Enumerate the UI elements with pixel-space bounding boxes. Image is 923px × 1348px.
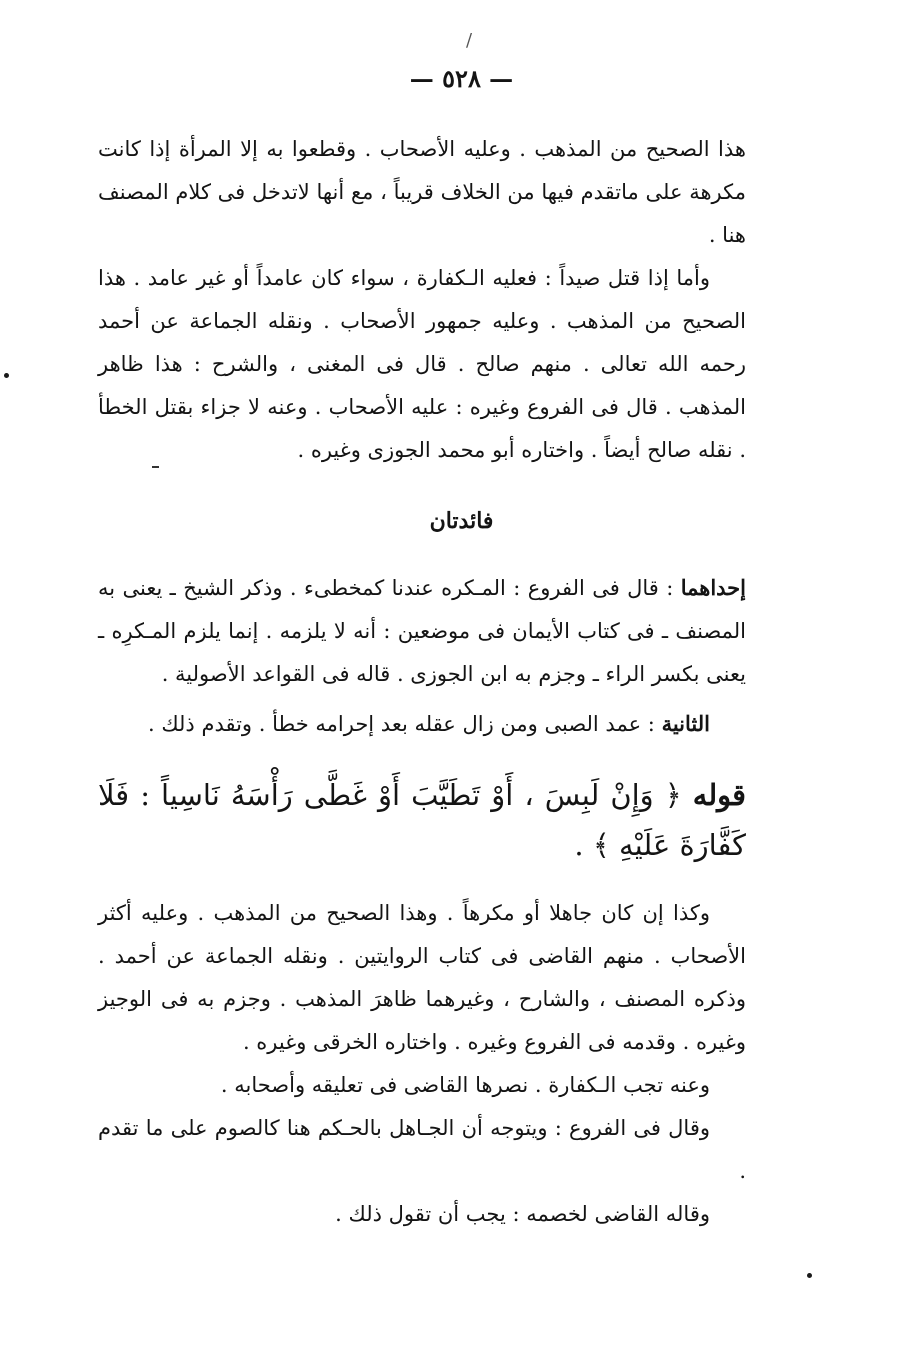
faida-first [98, 566, 746, 696]
paragraph-1: هذا الصحيح من المذهب . وعليه الأصحاب . وقطعوا به إلا المرأة إذا كانت مكرهة على ماتقدم فيها من الخلاف قريباً ، مع أنها لاتدخل فى كلام المصنف هنا . [98, 137, 746, 247]
stray-dash [152, 466, 159, 468]
margin-dot [4, 373, 9, 378]
paragraph-5: وقال فى الفروع : ويتوجه أن الجـاهل بالحـكم هنا كالصوم على ما تقدم . [98, 1116, 746, 1183]
quote-label: قوله [692, 778, 746, 812]
section-1 [98, 128, 746, 472]
paragraph-3: وكذا إن كان جاهلا أو مكرهاً . وهذا الصحيح من المذهب . وعليه أكثر الأصحاب . منهم القاضى فى كتاب الروايتين . ونقله الجماعة عن أحمد . وذكره المصنف ، والشارح ، وغيرهما ظاهرَ المذهب . وجزم به فى الوجيز وغيره . وقدمه فى الفروع وغيره . واختاره الخرقى وغيره . [98, 901, 746, 1054]
fawaid-list [98, 566, 746, 746]
faida-second [98, 702, 746, 746]
ink-dot [807, 1273, 812, 1278]
faida-second-text: : عمد الصبى ومن زال عقله بعد إحرامه خطأ . وتقدم ذلك . [147, 712, 655, 736]
page-number: — ٥٢٨ — [409, 64, 514, 93]
paragraph-2: وأما إذا قتل صيداً : فعليه الـكفارة ، سواء كان عامداً أو غير عامد . هذا الصحيح من المذهب . وعليه جمهور الأصحاب . ونقله الجماعة عن أحمد رحمه الله تعالى . منهم صالح . قال فى المغنى ، والشرح : هذا ظاهر المذهب . قال فى الفروع وغيره : عليه الأصحاب . وعنه لا جزاء بقتل الخطأ . نقله صالح أيضاً . واختاره أبو محمد الجوزى وغيره . [98, 266, 746, 462]
faida-first-label: إحداهما [680, 575, 746, 600]
quoted-matn [98, 770, 746, 870]
faida-first-text: : قال فى الفروع : المـكره عندنا كمخطىء . وذكر الشيخ ـ يعنى به المصنف ـ فى كتاب الأيمان فى موضعين : أنه لا يلزمه . إنما يلزم المـكرِه ـ يعنى بكسر الراء ـ وجزم به ابن الجوزى . قاله فى القواعد الأصولية . [98, 576, 746, 686]
scan-tick-mark: / [466, 30, 473, 51]
paragraph-6: وقاله القاضى لخصمه : يجب أن تقول ذلك . [335, 1202, 710, 1226]
faida-second-label: الثانية [661, 711, 710, 736]
paragraph-4: وعنه تجب الـكفارة . نصرها القاضى فى تعليقه وأصحابه . [220, 1073, 710, 1097]
section-heading: فائدتان [429, 508, 494, 534]
section-2 [98, 892, 746, 1236]
quote-text: ﴿ وَإِنْ لَبِسَ ، أَوْ تَطَيَّبَ أَوْ غَطَّى رَأْسَهُ نَاسِياً : فَلَا كَفَّارَةَ عَلَيْهِ ﴾ . [98, 778, 746, 862]
